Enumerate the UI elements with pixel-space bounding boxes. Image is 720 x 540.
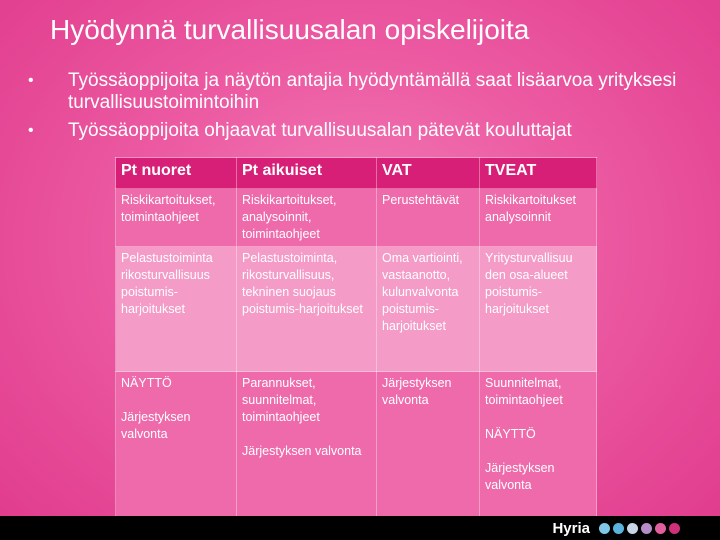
table-row <box>116 247 597 372</box>
bullet-text: Työssäoppijoita ja näytön antajia hyödyntämällä saat lisäarvoa yrityksesi turvallisuustoimintoihin <box>68 70 677 113</box>
table-cell <box>237 247 377 372</box>
cell-text: NÄYTTÖ <box>121 376 172 390</box>
column-header: VAT <box>377 158 480 189</box>
cell-text: Perustehtävät <box>382 193 460 207</box>
cell-text: Riskikartoitukset analysoinnit <box>485 193 576 224</box>
column-header: Pt aikuiset <box>237 158 377 189</box>
cell-text: Parannukset, suunnitelmat, toimintaohjeet <box>242 376 320 424</box>
cell-text: Suunnitelmat, toimintaohjeet <box>485 376 563 407</box>
logo-dot-icon <box>599 523 610 534</box>
logo-text: Hyria <box>552 519 590 537</box>
table-header-row <box>116 158 597 189</box>
cell-text: Oma vartiointi, vastaanotto, kulunvalvonta poistumis-harjoitukset <box>382 251 463 333</box>
cell-text: Järjestyksen valvonta <box>485 461 555 492</box>
table-cell <box>377 372 480 517</box>
table-cell <box>480 247 597 372</box>
cell-text: Pelastustoiminta rikosturvallisuus poistumis-harjoitukset <box>121 251 213 316</box>
cell-text: NÄYTTÖ <box>485 427 536 441</box>
hyria-logo <box>552 518 680 538</box>
table-cell <box>480 372 597 517</box>
table-cell <box>116 372 237 517</box>
cell-text: Järjestyksen valvonta <box>242 444 362 458</box>
table-cell <box>377 247 480 372</box>
bullet-item <box>28 70 708 114</box>
bullet-item <box>28 120 708 142</box>
cell-text: Riskikartoitukset, toimintaohjeet <box>121 193 216 224</box>
logo-dot-icon <box>655 523 666 534</box>
column-header: TVEAT <box>480 158 597 189</box>
bullet-text: Työssäoppijoita ohjaavat turvallisuusalan pätevät kouluttajat <box>68 120 572 141</box>
table-cell <box>377 189 480 247</box>
logo-dot-icon <box>627 523 638 534</box>
table-row <box>116 372 597 517</box>
table-cell <box>237 189 377 247</box>
table-row <box>116 189 597 247</box>
column-header: Pt nuoret <box>116 158 237 189</box>
logo-dot-icon <box>613 523 624 534</box>
cell-text: Riskikartoitukset, analysoinnit, toimintaohjeet <box>242 193 337 241</box>
table-cell <box>237 372 377 517</box>
logo-dot-icon <box>669 523 680 534</box>
bullet-list <box>28 70 708 148</box>
footer-bar <box>0 516 720 540</box>
cell-text: Järjestyksen valvonta <box>121 410 191 441</box>
table-cell <box>480 189 597 247</box>
table-cell <box>116 247 237 372</box>
cell-text: Yritysturvallisuu den osa-alueet poistumis-harjoitukset <box>485 251 573 316</box>
slide-title: Hyödynnä turvallisuusalan opiskelijoita <box>50 14 530 45</box>
logo-dot-icon <box>641 523 652 534</box>
bullet-marker: • <box>28 122 34 139</box>
training-table <box>115 157 597 517</box>
table-cell <box>116 189 237 247</box>
cell-text: Pelastustoiminta, rikosturvallisuus, tekninen suojaus poistumis-harjoitukset <box>242 251 363 316</box>
bullet-marker: • <box>28 72 34 89</box>
cell-text: Järjestyksen valvonta <box>382 376 452 407</box>
